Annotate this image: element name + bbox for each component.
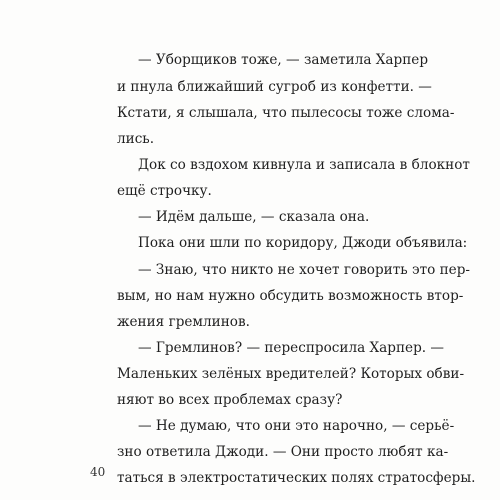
text-line: зно ответила Джоди. — Они просто любят ка- — [117, 444, 449, 460]
text-line: — Не думаю, что они это нарочно, — серьё- — [138, 418, 455, 434]
text-line: жения гремлинов. — [117, 314, 250, 330]
text-line: — Гремлинов? — переспросила Харпер. — — [138, 340, 445, 356]
text-line: Кстати, я слышала, что пылесосы тоже слома- — [117, 105, 455, 121]
text-line: и пнула ближайший сугроб из конфетти. — — [117, 79, 432, 95]
text-line: няют во всех проблемах сразу? — [117, 392, 343, 408]
text-line: — Знаю, что никто не хочет говорить это пер- — [138, 262, 471, 278]
text-line: вым, но нам нужно обсудить возможность втор- — [117, 288, 464, 304]
text-line: таться в электростатических полях стратосферы. — [117, 470, 476, 486]
text-line: Маленьких зелёных вредителей? Которых обви- — [117, 366, 465, 382]
text-line: лись. — [117, 131, 155, 147]
text-line: — Идём дальше, — сказала она. — [138, 209, 370, 225]
text-line: — Уборщиков тоже, — заметила Харпер — [138, 52, 429, 68]
text-line: Пока они шли по коридору, Джоди объявила: — [138, 235, 468, 251]
text-line: ещё строчку. — [117, 183, 212, 199]
text-line: Док со вздохом кивнула и записала в блокнот — [138, 157, 470, 173]
page-number: 40 — [90, 465, 106, 479]
